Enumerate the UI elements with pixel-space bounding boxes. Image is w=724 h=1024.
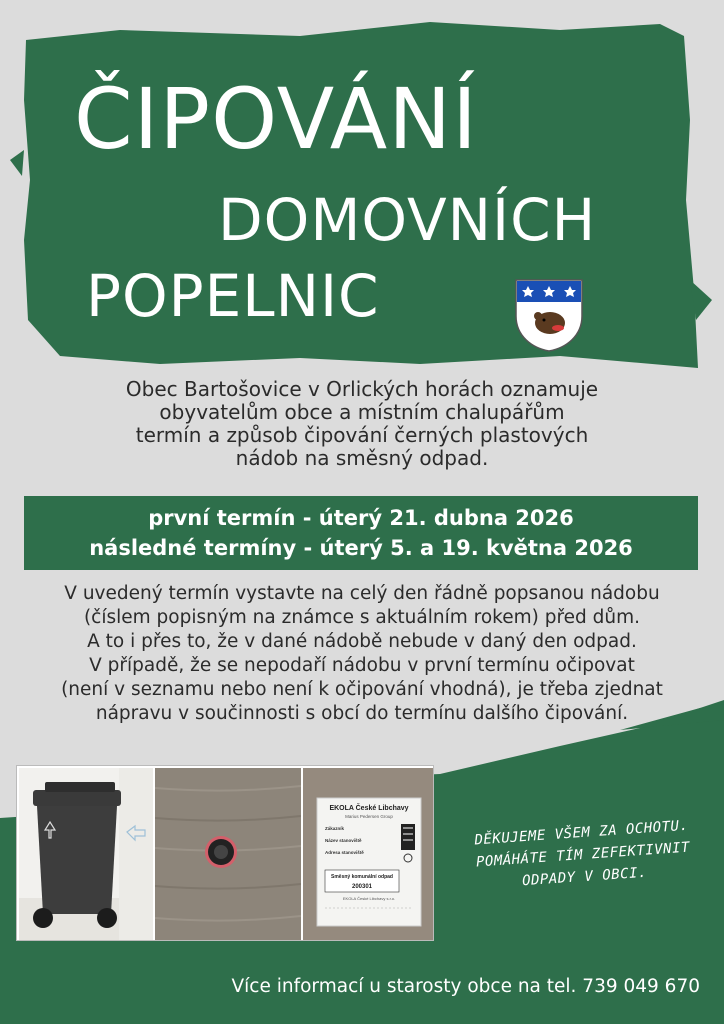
label-sub: Marius Pedersen Group <box>345 814 393 819</box>
label-photo <box>303 768 433 940</box>
intro-line-4: nádob na směsný odpad. <box>235 446 489 470</box>
first-date: první termín - úterý 21. dubna 2026 <box>148 506 574 530</box>
title-line-2: DOMOVNÍCH <box>218 186 597 254</box>
details-line-4: V případě, že se nepodaří nádobu v první termínu očipovat <box>89 655 635 676</box>
label-waste-name: Směsný komunální odpad <box>331 874 393 880</box>
photo-strip <box>16 765 434 941</box>
intro-line-1: Obec Bartošovice v Orlických horách oznamuje <box>125 377 599 401</box>
chip-photo <box>155 768 301 940</box>
next-dates: následné termíny - úterý 5. a 19. května 2026 <box>89 536 633 560</box>
label-company: EKOLA České Libchavy <box>329 805 409 812</box>
details-line-3: A to i přes to, že v dané nádobě nebude v daný den odpad. <box>87 631 637 652</box>
label-waste-code: 200301 <box>351 884 373 890</box>
thanks-line-2: POMÁHÁTE TÍM ZEFEKTIVNIT <box>475 839 691 871</box>
title-line-3: POPELNIC <box>86 262 380 330</box>
label-field-2: Název stanoviště <box>325 838 362 843</box>
label-field-3: Adresa stanoviště <box>325 850 364 855</box>
label-footer: EKOLA České Libchavy s.r.o. <box>342 896 396 901</box>
thanks-line-1: DĚKUJEME VŠEM ZA OCHOTU. <box>474 817 689 849</box>
details-line-5: (není v seznamu nebo není k očipování vhodná), je třeba zjednat <box>61 679 663 700</box>
village-crest-icon <box>514 278 584 352</box>
intro-text <box>40 378 684 470</box>
intro-line-3: termín a způsob čipování černých plastových <box>135 423 589 447</box>
contact-info: Více informací u starosty obce na tel. 739 049 670 <box>231 976 700 997</box>
details-line-1: V uvedený termín vystavte na celý den řádně popsanou nádobu <box>64 583 660 604</box>
dates-box <box>24 496 698 570</box>
details-line-2: (číslem popisným na známce s aktuálním rokem) před dům. <box>83 607 641 628</box>
bin-photo <box>19 768 153 940</box>
details-line-6: nápravu v součinnosti s obcí do termínu dalšího čipování. <box>95 703 629 724</box>
label-field-1: Zákazník <box>325 826 345 831</box>
thanks-line-3: ODPADY V OBCI. <box>521 864 648 890</box>
title-line-1: ČIPOVÁNÍ <box>74 70 478 168</box>
intro-line-2: obyvatelům obce a místním chalupářům <box>159 400 565 424</box>
